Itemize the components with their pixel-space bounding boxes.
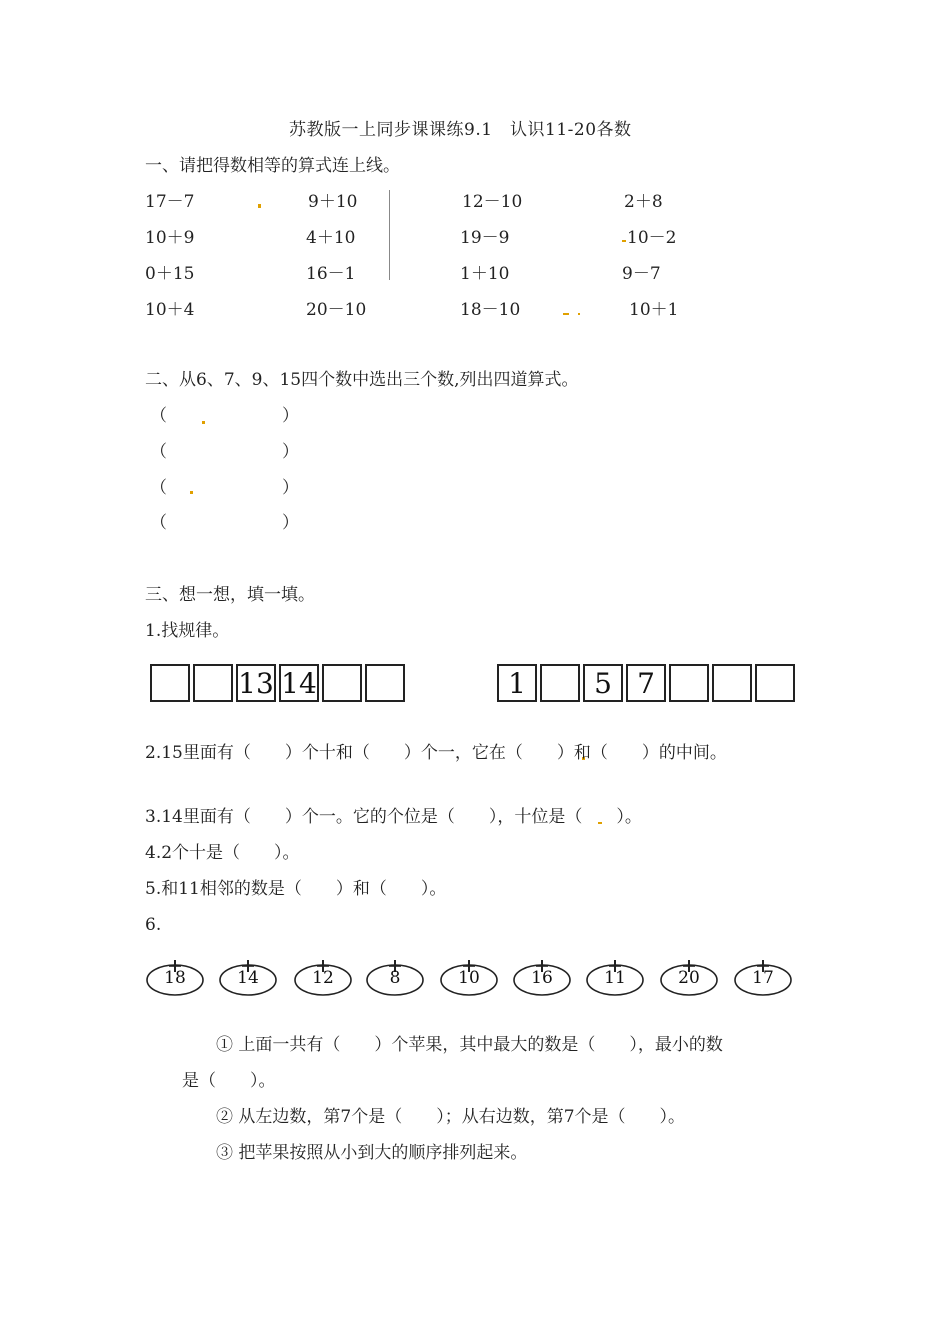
paren-close: ）: [282, 513, 299, 533]
seq2-box[interactable]: [755, 664, 795, 702]
seq1-box[interactable]: [193, 664, 233, 702]
expr-c2-r2: 4＋10: [306, 228, 356, 248]
apple: [439, 958, 499, 998]
question-4: 4.2个十是（ ）。: [145, 843, 300, 863]
stray-mark: [578, 313, 580, 315]
apple: [365, 958, 425, 998]
expr-c2-r3: 16－1: [306, 264, 356, 284]
seq1-box: 13: [236, 664, 276, 702]
seq2-box: 5: [583, 664, 623, 702]
expr-c3-r1: 12－10: [462, 192, 523, 212]
sub-question-2: ② 从左边数，第7个是（ ）；从右边数，第7个是（ ）。: [216, 1107, 686, 1127]
expr-c2-r1: 9＋10: [308, 192, 358, 212]
apple-number: 14: [237, 968, 259, 988]
seq2-box: 1: [497, 664, 537, 702]
section2-heading: 二、从6、7、9、15四个数中选出三个数,列出四道算式。: [145, 370, 579, 390]
apple: [145, 958, 205, 998]
sub-question-3: ③ 把苹果按照从小到大的顺序排列起来。: [216, 1143, 528, 1163]
apple-number: 11: [604, 968, 626, 988]
seq1-box[interactable]: [365, 664, 405, 702]
expr-c3-r4: 18－10: [460, 300, 521, 320]
seq2-box[interactable]: [540, 664, 580, 702]
paren-open: （: [150, 478, 167, 498]
expr-c3-r2: 19－9: [460, 228, 510, 248]
seq1-box[interactable]: [150, 664, 190, 702]
apple: [733, 958, 793, 998]
section1-heading: 一、请把得数相等的算式连上线。: [145, 156, 400, 176]
paren-open: （: [150, 442, 167, 462]
apple: [659, 958, 719, 998]
question-5: 5.和11相邻的数是（ ）和（ ）。: [145, 879, 447, 899]
expr-c4-r2: 10－2: [627, 228, 677, 248]
question-3: 3.14里面有（ ）个一。它的个位是（ ），十位是（ ）。: [145, 807, 642, 827]
stray-mark: [258, 204, 261, 208]
question-6-label: 6.: [145, 915, 162, 935]
seq2-box[interactable]: [712, 664, 752, 702]
expr-c1-r2: 10＋9: [145, 228, 195, 248]
stray-mark: [202, 421, 205, 424]
apple: [585, 958, 645, 998]
expr-c4-r4: 10＋1: [629, 300, 679, 320]
apple-number: 18: [164, 968, 186, 988]
section3-heading: 三、想一想，填一填。: [145, 585, 315, 605]
apple: [218, 958, 278, 998]
apple: [293, 958, 353, 998]
apple-number: 8: [389, 968, 401, 988]
seq2-box[interactable]: [669, 664, 709, 702]
seq1-box[interactable]: [322, 664, 362, 702]
paren-open: （: [150, 513, 167, 533]
stray-mark: [563, 313, 569, 315]
seq1-box: 14: [279, 664, 319, 702]
seq2-box: 7: [626, 664, 666, 702]
apple-number: 16: [531, 968, 553, 988]
apple-number: 17: [752, 968, 774, 988]
sub-question-1-cont: 是（ ）。: [182, 1071, 276, 1091]
apple-number: 20: [678, 968, 700, 988]
expr-c2-r4: 20－10: [306, 300, 367, 320]
expr-c4-r1: 2＋8: [624, 192, 663, 212]
question-2: 2.15里面有（ ）个十和（ ）个一，它在（ ）和（ ）的中间。: [145, 743, 727, 763]
paren-close: ）: [282, 442, 299, 462]
paren-close: ）: [282, 406, 299, 426]
expr-c4-r3: 9－7: [622, 264, 661, 284]
stray-mark: [622, 240, 626, 242]
paren-close: ）: [282, 478, 299, 498]
stray-mark: [190, 491, 193, 494]
column-divider: [389, 190, 390, 280]
expr-c1-r4: 10＋4: [145, 300, 195, 320]
page-title: 苏教版一上同步课课练9.1 认识11-20各数: [289, 120, 632, 140]
expr-c1-r1: 17－7: [145, 192, 195, 212]
expr-c3-r3: 1＋10: [460, 264, 510, 284]
expr-c1-r3: 0＋15: [145, 264, 195, 284]
paren-open: （: [150, 406, 167, 426]
apple-number: 10: [458, 968, 480, 988]
apple-number: 12: [312, 968, 334, 988]
apple: [512, 958, 572, 998]
sub-question-1: ① 上面一共有（ ）个苹果，其中最大的数是（ ），最小的数: [216, 1035, 723, 1055]
question-1-label: 1.找规律。: [145, 621, 230, 641]
